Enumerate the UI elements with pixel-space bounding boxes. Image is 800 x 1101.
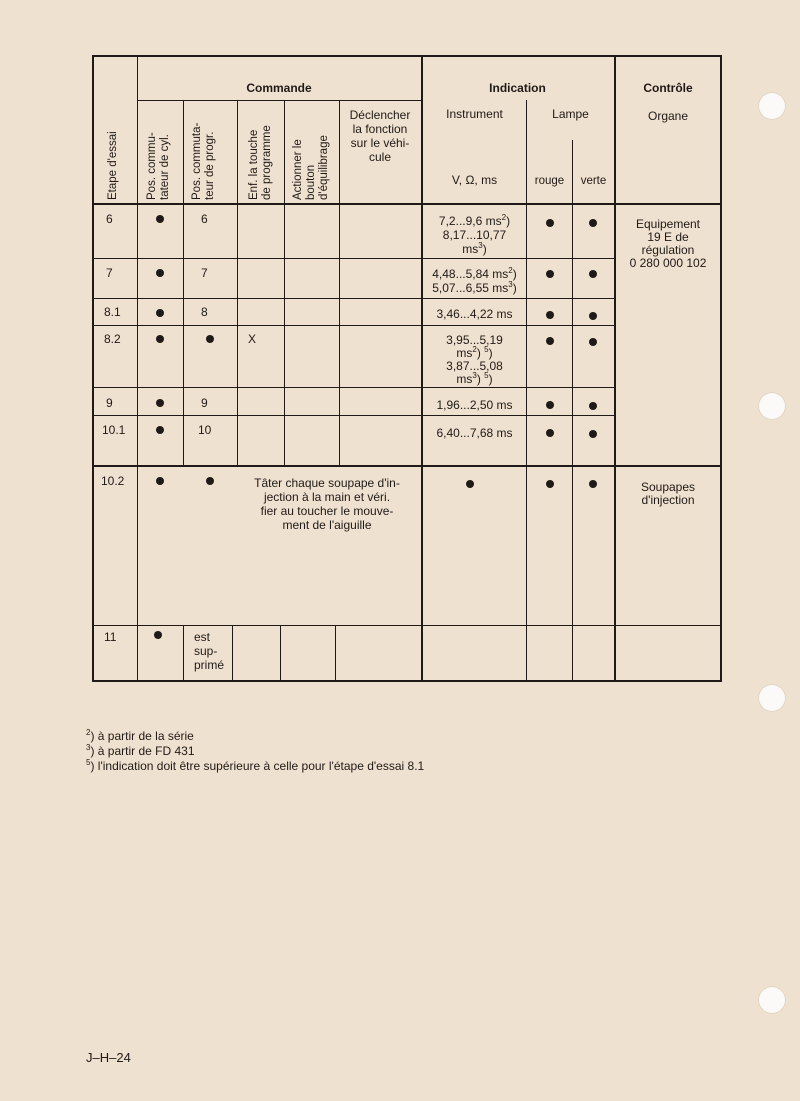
header-pos-cyl: Pos. commu- tateur de cyl. — [146, 132, 171, 200]
header-instrument: Instrument — [446, 107, 503, 121]
instrument-value: 4,48...5,84 $ms^2$) 5,07...6,55 $ms^3$) — [432, 266, 517, 295]
instrument-value: 3,95...5,19 $ms^2$) $^5$) 3,87...5,08 $ms^3$) $^5$) — [446, 333, 503, 386]
header-etape: Etape d'essai — [107, 131, 119, 200]
bullet-mark — [154, 631, 162, 639]
header-organe: Organe — [647, 109, 689, 123]
progr-cell: 10 — [198, 423, 212, 437]
bullet-mark — [156, 269, 164, 277]
progr-cell: 7 — [201, 266, 208, 280]
lamp-verte-mark — [589, 480, 597, 488]
bullet-mark — [156, 477, 164, 485]
footnote: $^2$) à partir de la série — [86, 728, 194, 743]
instrument-value: 6,40...7,68 ms — [436, 426, 513, 440]
lamp-verte-mark — [589, 270, 597, 278]
lamp-rouge-mark — [546, 480, 554, 488]
footnote: $^5$) l'indication doit être supérieure à celle pour l'étape d'essai 8.1 — [86, 758, 425, 773]
step-cell: 11 — [104, 630, 117, 644]
step-cell: 9 — [106, 396, 113, 410]
footnote: $^3$) à partir de FD 431 — [86, 743, 195, 758]
header-commande: Commande — [246, 81, 312, 95]
progr-cell: 8 — [201, 305, 208, 319]
organe-equipement: Equipement 19 E de régulation 0 280 000 102 — [629, 217, 707, 270]
header-unit: V, Ω, ms — [451, 173, 498, 187]
progr-cell: 6 — [201, 212, 208, 226]
lamp-rouge-mark — [546, 270, 554, 278]
step-cell: 8.2 — [104, 332, 121, 346]
header-lampe: Lampe — [552, 107, 589, 121]
header-indication: Indication — [489, 81, 546, 95]
progr-cell: est sup- primé — [194, 630, 225, 672]
bullet-mark — [156, 309, 164, 317]
header-pos-progr: Pos. commuta- teur de progr. — [191, 122, 216, 200]
instrument-value: 1,96...2,50 ms — [436, 398, 513, 412]
progr-bullet-mark — [206, 477, 214, 485]
binder-hole-middle — [758, 392, 786, 420]
lamp-rouge-mark — [546, 219, 554, 227]
lamp-rouge-mark — [546, 429, 554, 437]
header-actionner: Actionner le bouton d'équilibrage — [292, 135, 330, 200]
lamp-verte-mark — [589, 338, 597, 346]
enf-cell: X — [248, 332, 257, 346]
step-cell: 6 — [106, 212, 113, 226]
instrument-value: 3,46...4,22 ms — [436, 307, 513, 321]
header-rouge: rouge — [534, 175, 565, 187]
binder-hole-lower — [758, 684, 786, 712]
progr-cell: 9 — [201, 396, 208, 410]
page-number: J–H–24 — [86, 1050, 131, 1065]
lamp-verte-mark — [589, 219, 597, 227]
instrument-value: 7,2...9,6 $ms^2$) 8,17...10,77 $ms^3$) — [438, 213, 511, 256]
step-cell: 8.1 — [104, 305, 121, 319]
step-cell: 10.2 — [101, 474, 125, 488]
lamp-rouge-mark — [546, 337, 554, 345]
step-cell: 7 — [106, 266, 113, 280]
header-controle: Contrôle — [643, 81, 693, 95]
bullet-mark — [156, 399, 164, 407]
instrument-bullet-mark — [466, 480, 474, 488]
lamp-rouge-mark — [546, 311, 554, 319]
commande-instruction: Tâter chaque soupape d'in- jection à la main et véri. fier au toucher le mouve- ment de l'aiguille — [254, 476, 400, 532]
organe-soupapes: Soupapes d'injection — [640, 480, 696, 507]
bullet-mark — [156, 215, 164, 223]
progr-bullet-mark — [206, 335, 214, 343]
lamp-verte-mark — [589, 430, 597, 438]
bullet-mark — [156, 426, 164, 434]
header-declencher: Déclencher la fonction sur le véhi- cule — [349, 108, 411, 164]
lamp-rouge-mark — [546, 401, 554, 409]
lamp-verte-mark — [589, 402, 597, 410]
header-enf: Enf. la touche de programme — [248, 125, 273, 200]
step-cell: 10.1 — [102, 423, 126, 437]
lamp-verte-mark — [589, 312, 597, 320]
bullet-mark — [156, 335, 164, 343]
binder-hole-bottom — [758, 986, 786, 1014]
header-verte: verte — [580, 175, 607, 187]
binder-hole-top — [758, 92, 786, 120]
